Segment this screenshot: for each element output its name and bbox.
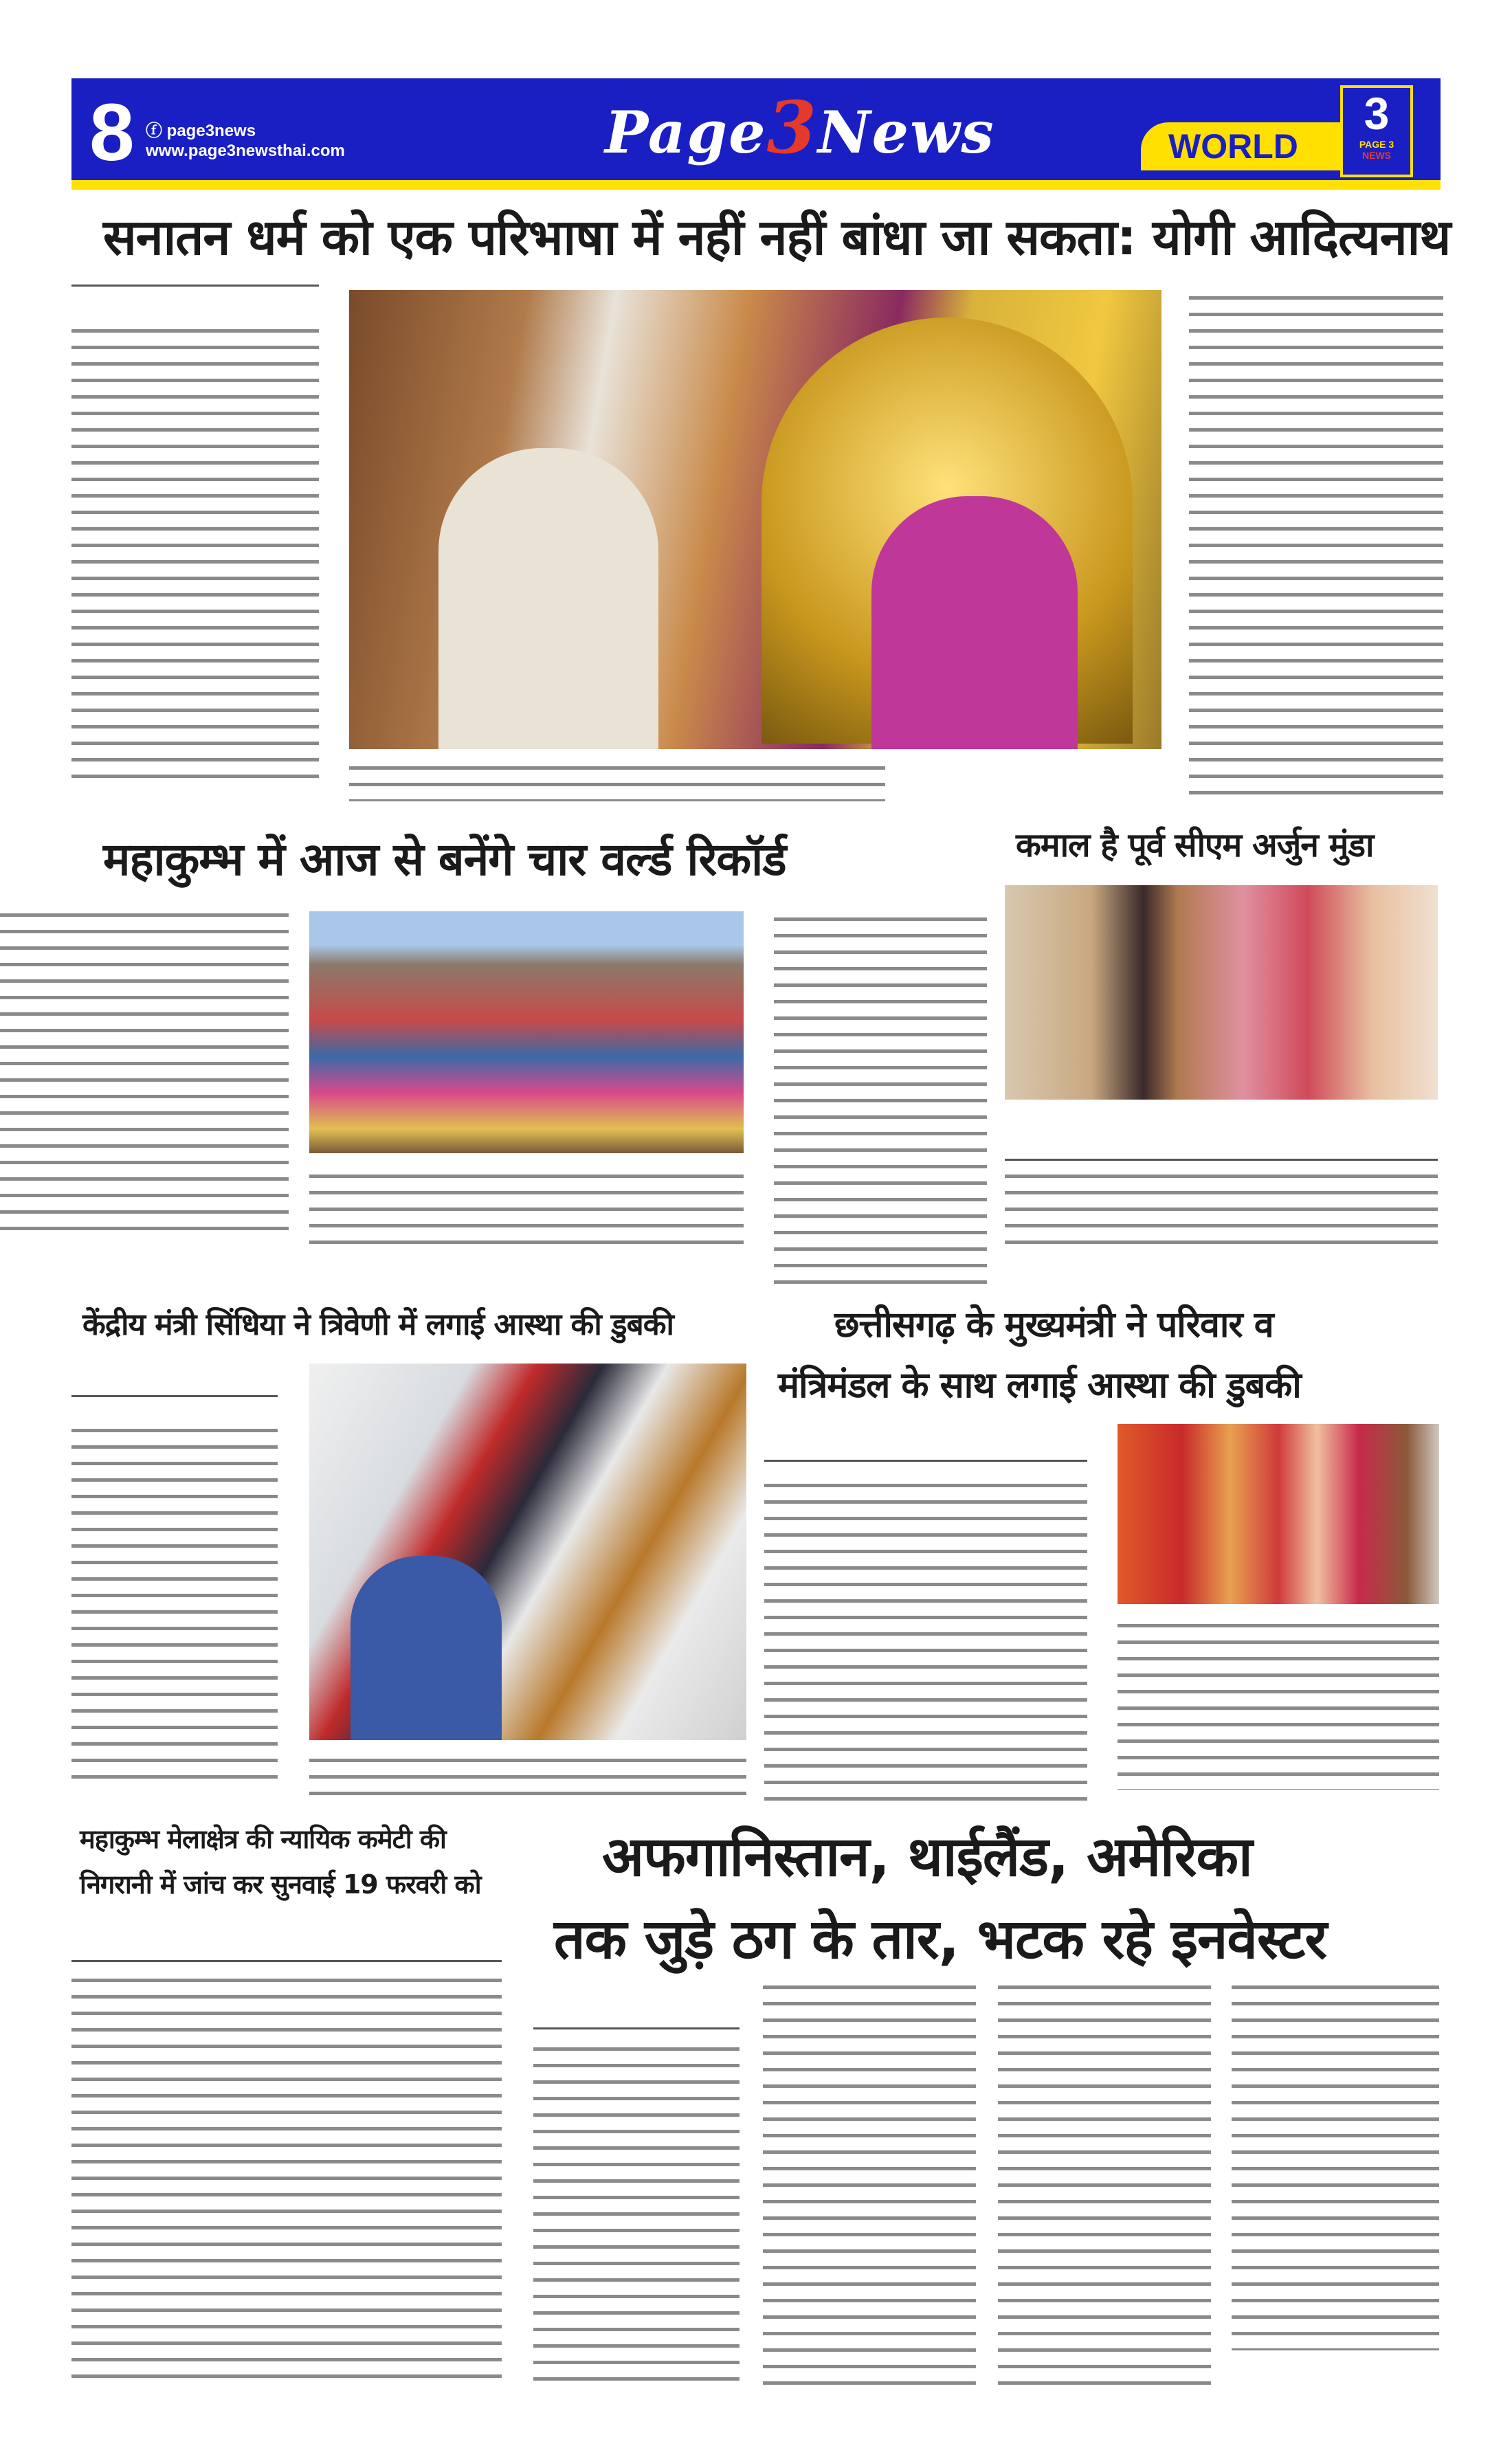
mahakumbh-text-left: [0, 907, 289, 1237]
website-url: www.page3newsthai.com: [146, 142, 345, 160]
badge-line1: PAGE 3: [1359, 139, 1394, 150]
facebook-icon: ⓕ: [146, 122, 167, 140]
committee-headline-line2: निगरानी में जांच कर सुनवाई 19 फरवरी को: [80, 1869, 481, 1900]
column-rule: [71, 1960, 502, 1962]
lead-story-text-right: [1189, 290, 1443, 799]
mahakumbh-text-right: [774, 911, 987, 1296]
committee-text: [71, 1972, 502, 2385]
lead-photo-figure-right: [871, 496, 1078, 749]
fraud-text-col2: [763, 1979, 976, 2385]
column-rule: [71, 285, 319, 287]
arjun-munda-headline: कमाल है पूर्व सीएम अर्जुन मुंडा: [1016, 826, 1374, 865]
chhattisgarh-headline-line1: छत्तीसगढ़ के मुख्यमंत्री ने परिवार व: [834, 1304, 1274, 1346]
chhattisgarh-photo: [1118, 1424, 1439, 1604]
badge-number: 3: [1364, 88, 1390, 139]
scindia-photo-figure: [351, 1556, 502, 1740]
arjun-munda-photo: [1005, 885, 1438, 1100]
fraud-text-col1: [533, 2041, 740, 2385]
masthead-underline: [71, 180, 1441, 190]
social-handle-text: page3news: [166, 122, 256, 140]
column-rule: [764, 1460, 1087, 1462]
column-rule: [71, 1395, 278, 1397]
chhattisgarh-text-right: [1118, 1618, 1439, 1790]
fraud-headline-line2: तक जुड़े ठग के तार, भटक रहे इनवेस्टर: [554, 1907, 1327, 1971]
scindia-headline: केंद्रीय मंत्री सिंधिया ने त्रिवेणी में लगाई आस्था की डुबकी: [82, 1307, 674, 1342]
column-rule: [1005, 1159, 1438, 1161]
scindia-text-bottom: [309, 1752, 746, 1796]
mahakumbh-photo: [309, 911, 744, 1153]
fraud-headline-line1: अफगानिस्तान, थाईलैंड, अमेरिका: [602, 1825, 1252, 1889]
arjun-munda-text: [1005, 1168, 1438, 1251]
social-handle: [146, 117, 256, 141]
newspaper-logo: [605, 85, 995, 170]
scindia-photo: [309, 1364, 746, 1740]
logo-right: News: [817, 98, 995, 166]
fraud-text-col4: [1232, 1979, 1439, 2350]
page-number: 8: [89, 87, 135, 178]
lead-photo-figure-left: [438, 448, 658, 749]
mahakumbh-text-middle: [309, 1168, 744, 1251]
fraud-text-col3: [998, 1979, 1211, 2385]
section-label: WORLD: [1168, 127, 1298, 166]
chhattisgarh-text-left: [764, 1478, 1087, 1801]
page3-badge: [1340, 85, 1413, 177]
badge-line2: NEWS: [1362, 150, 1391, 161]
logo-left: Page: [605, 98, 767, 166]
lead-headline: सनातन धर्म को एक परिभाषा में नहीं नहीं बांधा जा सकता: योगी आदित्यनाथ: [103, 208, 1451, 266]
mahakumbh-headline: महाकुम्भ में आज से बनेंगे चार वर्ल्ड रिकॉर्ड: [103, 833, 786, 886]
committee-headline-line1: महाकुम्भ मेलाक्षेत्र की न्यायिक कमेटी की: [80, 1824, 446, 1854]
lead-photo: [349, 290, 1161, 749]
scindia-text-left: [71, 1423, 278, 1780]
lead-photo-caption-lines: [349, 760, 885, 801]
chhattisgarh-headline-line2: मंत्रिमंडल के साथ लगाई आस्था की डुबकी: [778, 1365, 1301, 1406]
logo-three: 3: [766, 85, 818, 170]
lead-story-text-left: [71, 323, 319, 790]
column-rule: [533, 2027, 740, 2029]
